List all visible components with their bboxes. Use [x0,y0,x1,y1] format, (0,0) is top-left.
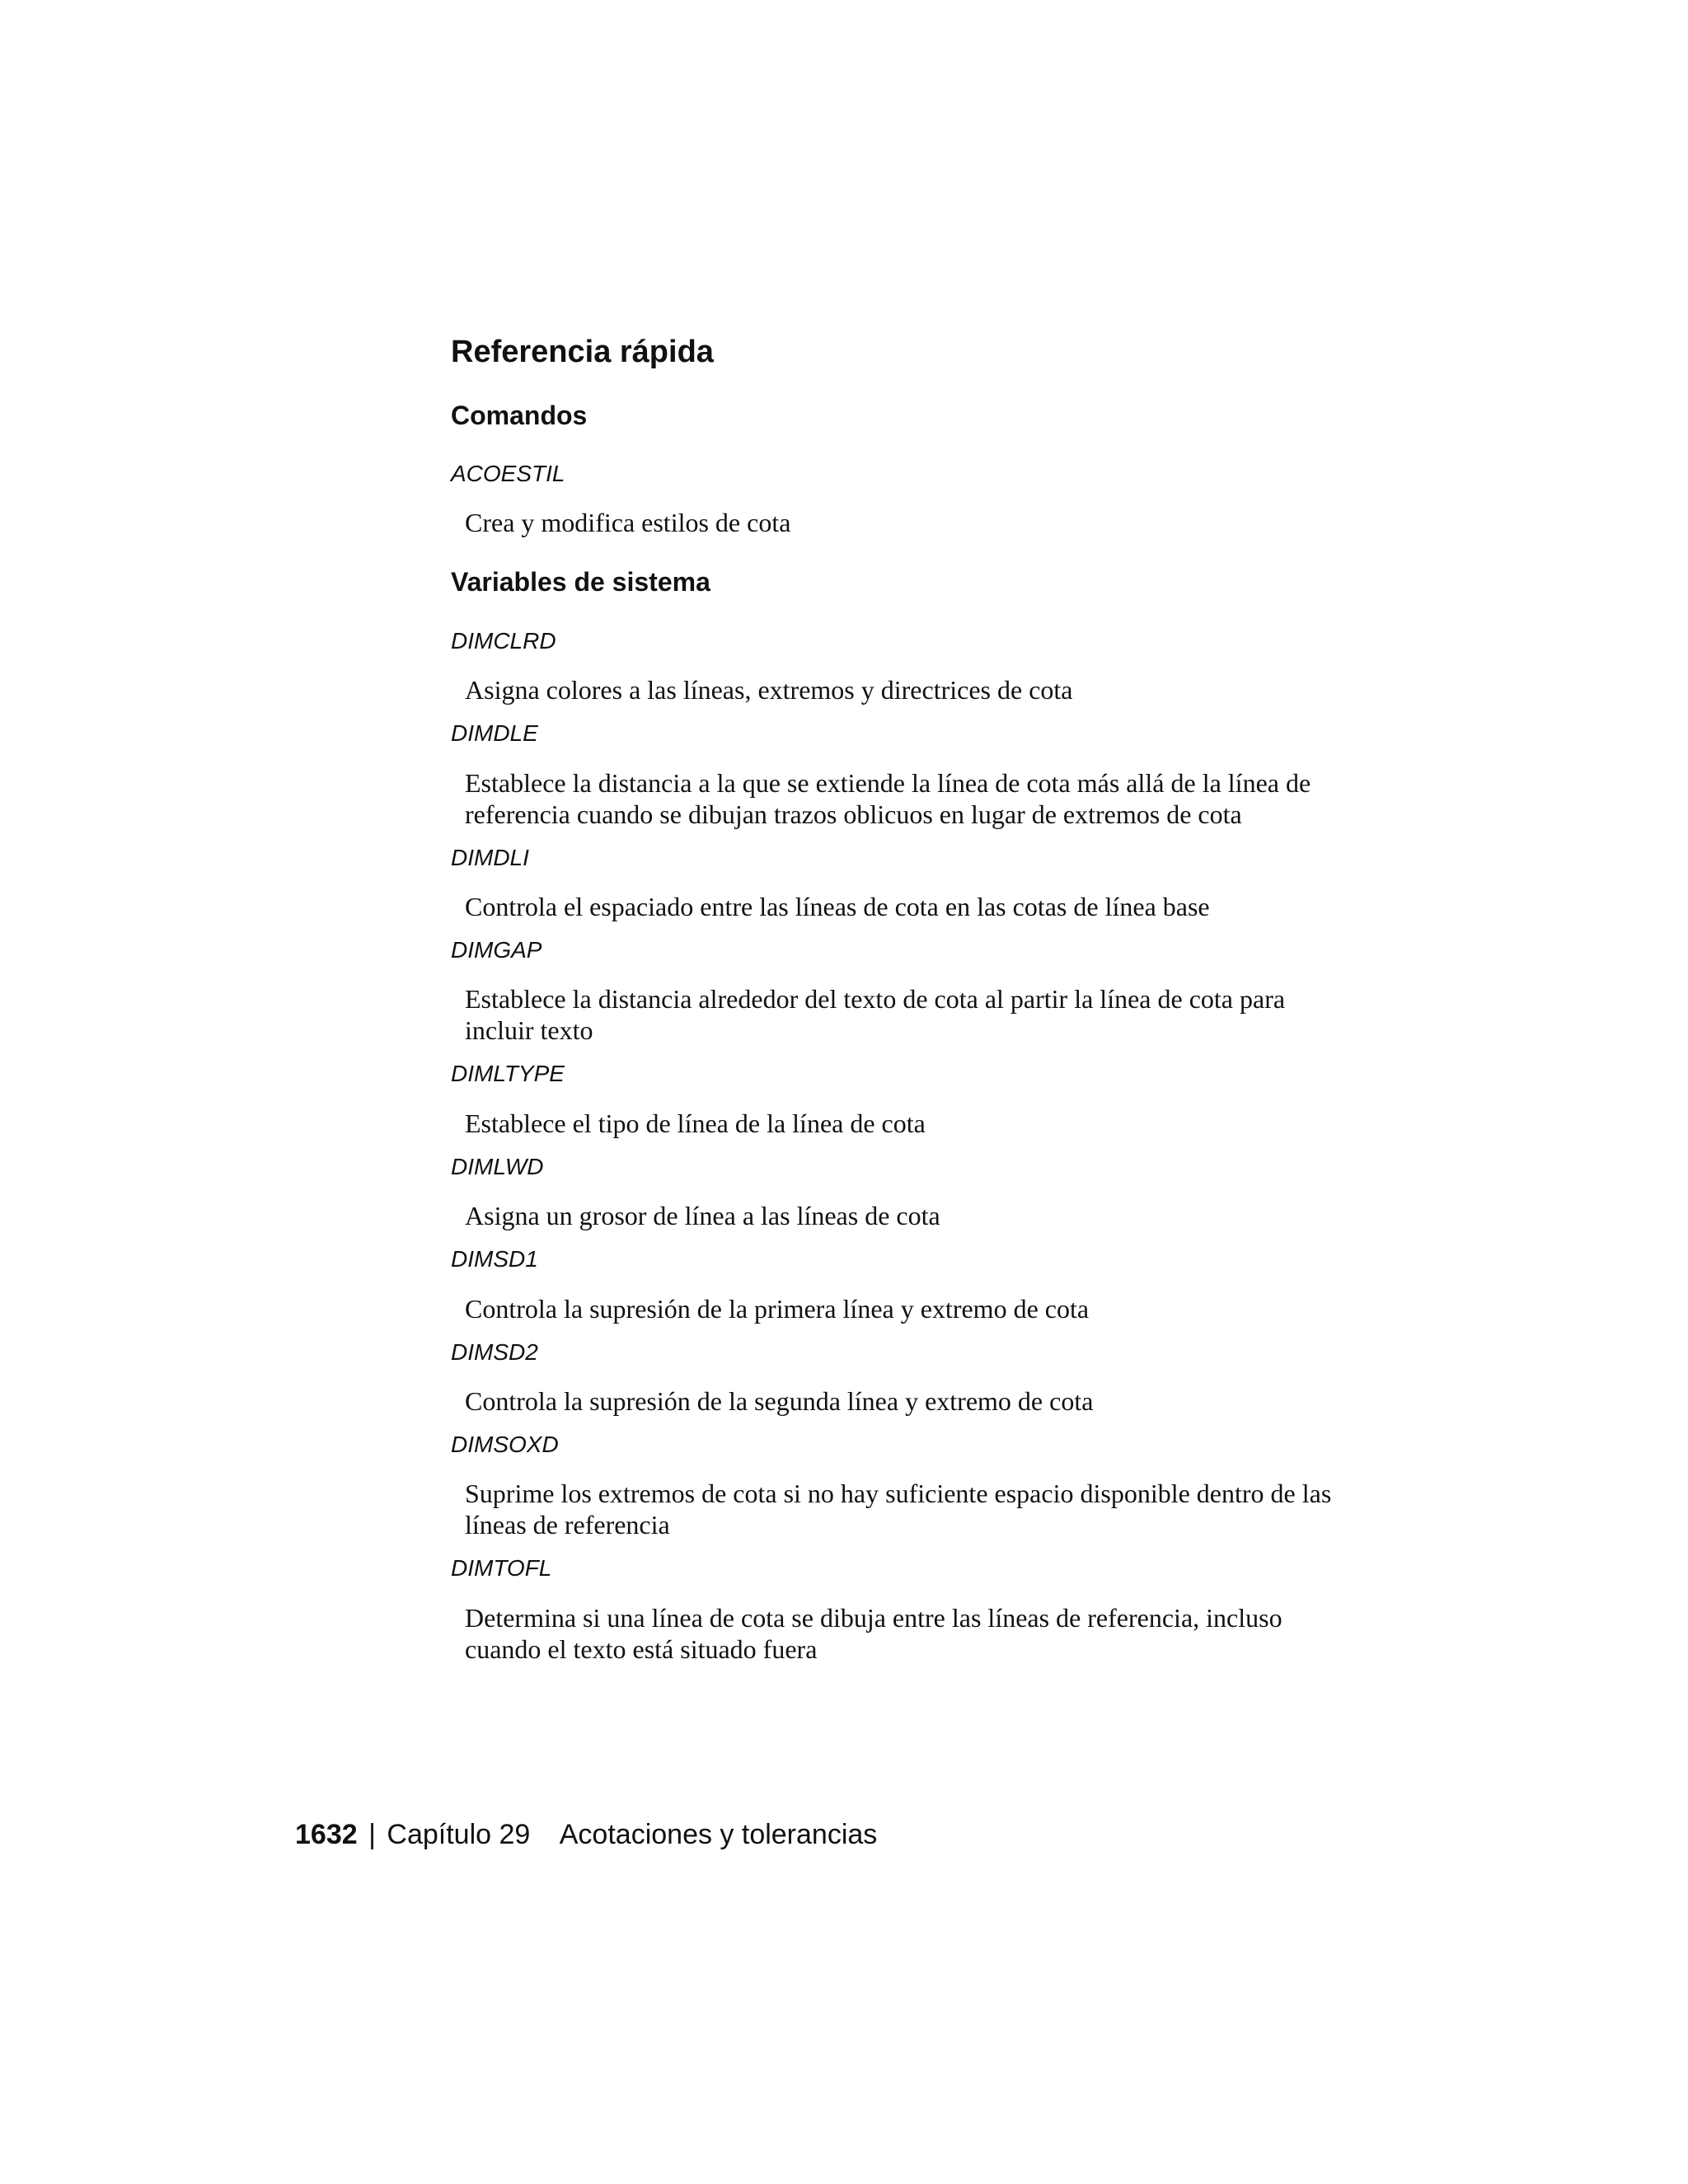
sysvar-description: Asigna un grosor de línea a las líneas de cota [465,1201,940,1231]
sysvar-description: Establece la distancia alrededor del texto de cota al partir la línea de cota para incluir texto [465,984,1286,1046]
sysvar-term: DIMLTYPE [451,1061,565,1087]
sysvar-term: DIMDLI [451,844,529,870]
chapter-label: Capítulo 29 [387,1819,531,1850]
page-number: 1632 [295,1819,358,1850]
commands-heading: Comandos [451,400,588,430]
commands-list [451,459,1341,538]
sysvar-description: Controla el espaciado entre las líneas de cota en las cotas de línea base [465,891,1210,921]
command-term: ACOESTIL [451,460,565,486]
sysvar-term: DIMCLRD [451,627,556,654]
sysvar-description: Controla la supresión de la primera línea y extremo de cota [465,1293,1090,1324]
footer-separator: | [368,1819,376,1850]
sysvars-list [451,626,1341,1665]
sysvar-term: DIMLWD [451,1153,544,1179]
sysvar-term: DIMTOFL [451,1555,552,1582]
chapter-title: Acotaciones y tolerancias [559,1819,878,1850]
sysvar-description: Suprime los extremos de cota si no hay suficiente espacio disponible dentro de las líneas de referencia [465,1479,1332,1540]
sysvar-term: DIMSD1 [451,1246,538,1272]
page-title: Referencia rápida [451,335,714,369]
sysvar-term: DIMGAP [451,936,542,963]
sysvar-term: DIMSOXD [451,1431,559,1457]
sysvar-description: Controla la supresión de la segunda línea y extremo de cota [465,1385,1094,1416]
sysvar-term: DIMDLE [451,720,538,747]
sysvar-description: Establece el tipo de línea de la línea de cota [465,1108,926,1138]
sysvar-description: Determina si una línea de cota se dibuja entre las líneas de referencia, incluso cuando el texto está situado fuera [465,1602,1282,1664]
page-footer [295,1818,877,1852]
sysvars-heading: Variables de sistema [451,567,710,598]
page-content [451,334,1341,1678]
sysvar-term: DIMSD2 [451,1338,538,1365]
command-description: Crea y modifica estilos de cota [465,508,791,538]
sysvar-description: Asigna colores a las líneas, extremos y directrices de cota [465,675,1073,705]
sysvar-description: Establece la distancia a la que se extiende la línea de cota más allá de la línea de referencia cuando se dibujan trazos oblicuos en lugar de extremos de cota [465,767,1311,829]
